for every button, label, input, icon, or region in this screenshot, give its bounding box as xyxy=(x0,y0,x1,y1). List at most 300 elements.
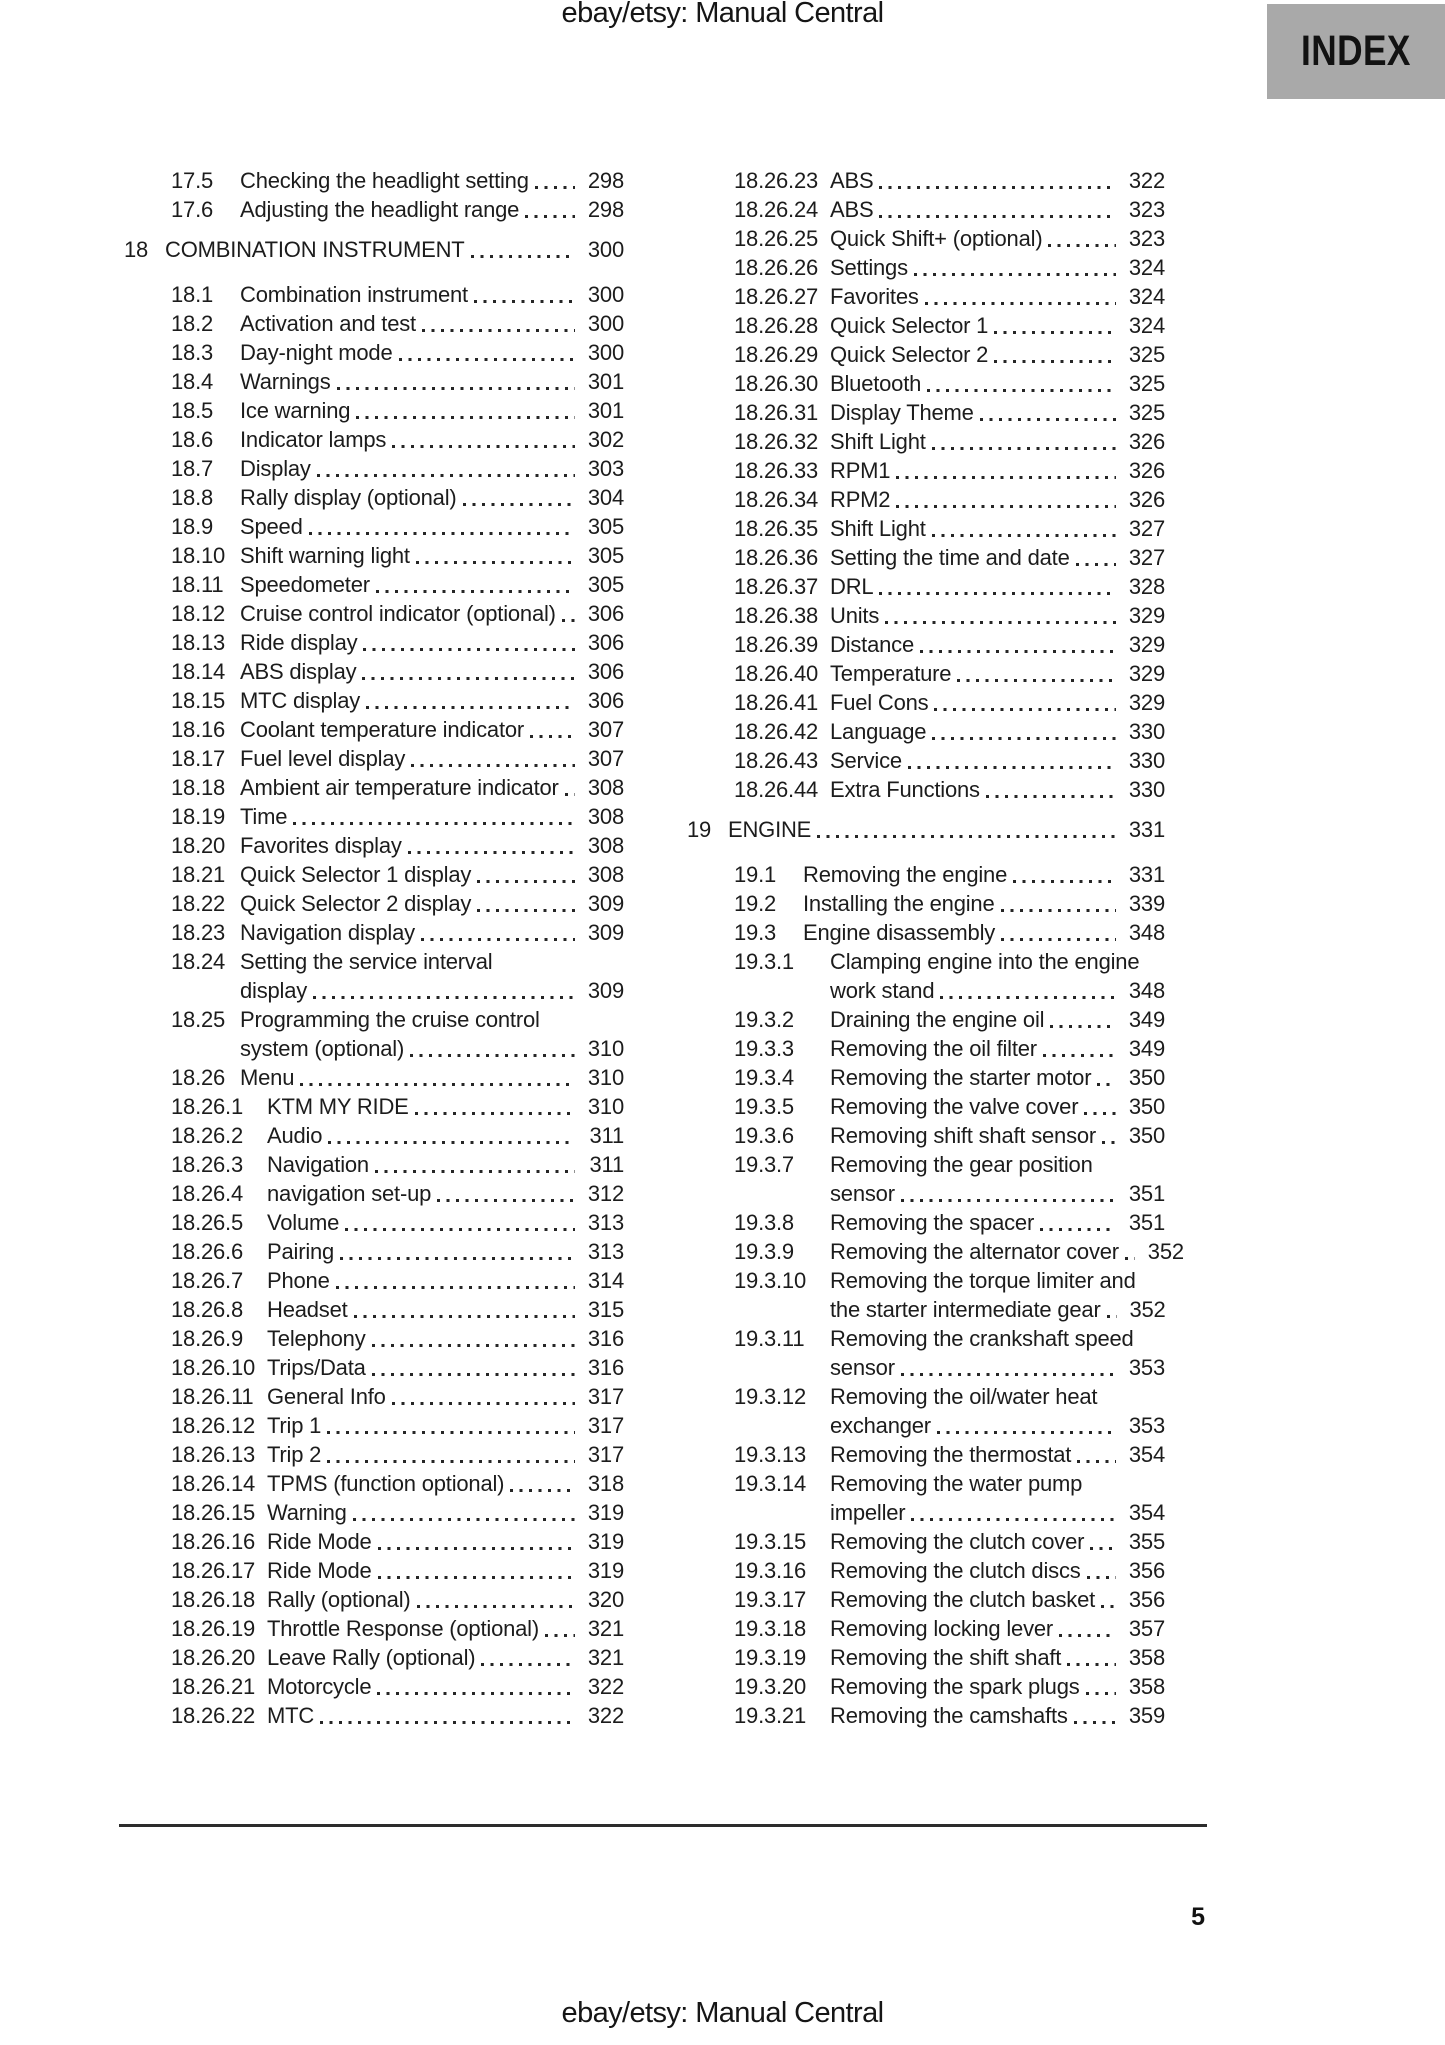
toc-entry-body xyxy=(728,815,1165,844)
toc-entry-title: ABS xyxy=(830,197,874,222)
dotted-leader xyxy=(378,1547,575,1550)
toc-entry-row xyxy=(830,1411,1165,1440)
toc-entry-row xyxy=(267,1324,624,1353)
toc-entry-title: Ride Mode xyxy=(267,1558,372,1583)
toc-entry-title: Shift Light xyxy=(830,516,926,541)
toc-entry-page: 353 xyxy=(1128,1355,1165,1380)
toc-entry xyxy=(124,802,624,831)
toc-entry-page: 321 xyxy=(587,1645,624,1670)
dotted-leader xyxy=(481,1663,575,1666)
dotted-leader xyxy=(934,708,1116,711)
toc-entry-title-line1: Removing the torque limiter and xyxy=(830,1268,1136,1293)
toc-entry-title: Shift warning light xyxy=(240,543,410,568)
toc-entry-page: 330 xyxy=(1128,777,1165,802)
dotted-leader xyxy=(920,650,1116,653)
toc-entry xyxy=(124,1150,624,1179)
toc-entry-page: 308 xyxy=(587,804,624,829)
toc-entry-row xyxy=(830,688,1165,717)
toc-entry-row xyxy=(830,195,1165,224)
toc-entry-title: Removing the valve cover xyxy=(830,1094,1079,1119)
toc-entry-row xyxy=(830,1672,1165,1701)
index-label: INDEX xyxy=(1301,27,1411,75)
toc-entry-body xyxy=(830,1556,1165,1585)
toc-entry xyxy=(124,1092,624,1121)
toc-entry-title: Removing locking lever xyxy=(830,1616,1054,1641)
toc-entry-title: Distance xyxy=(830,632,914,657)
toc-entry-body xyxy=(240,338,624,367)
toc-entry-title: Removing the spark plugs xyxy=(830,1674,1080,1699)
toc-entry-title: Quick Selector 1 display xyxy=(240,862,472,887)
toc-entry-number: 18.26 xyxy=(171,1065,226,1090)
toc-entry xyxy=(687,1150,1165,1208)
toc-entry-row xyxy=(267,1295,624,1324)
toc-entry-row xyxy=(267,1498,624,1527)
toc-entry-title: Time xyxy=(240,804,288,829)
toc-entry xyxy=(124,1382,624,1411)
toc-entry-row xyxy=(803,918,1165,947)
toc-entry-page: 350 xyxy=(1128,1094,1165,1119)
toc-entry-title: Fuel Cons xyxy=(830,690,929,715)
toc-entry-title-line1: Clamping engine into the engine xyxy=(830,949,1140,974)
toc-entry-row xyxy=(267,1469,624,1498)
toc-entry-title: ABS xyxy=(830,168,874,193)
toc-entry-body xyxy=(803,918,1165,947)
toc-entry-body xyxy=(830,947,1165,1005)
toc-entry-row xyxy=(803,889,1165,918)
toc-entry-page: 348 xyxy=(1128,920,1165,945)
toc-entry-row xyxy=(830,659,1165,688)
dotted-leader xyxy=(545,1634,575,1637)
toc-entry-title: Favorites display xyxy=(240,833,402,858)
toc-entry xyxy=(124,1556,624,1585)
toc-entry xyxy=(687,947,1165,1005)
toc-entry-number: 19.3.16 xyxy=(734,1558,807,1583)
toc-entry-title: Removing the camshafts xyxy=(830,1703,1068,1728)
header-title: ebay/etsy: Manual Central xyxy=(561,0,884,29)
toc-entry xyxy=(124,1063,624,1092)
toc-entry-number: 18.26.21 xyxy=(171,1674,256,1699)
toc-entry-number: 19.3.4 xyxy=(734,1065,794,1090)
toc-entry-body xyxy=(267,1179,624,1208)
toc-entry-body xyxy=(830,1527,1165,1556)
dotted-leader xyxy=(377,1692,575,1695)
toc-entry-number: 18.8 xyxy=(171,485,214,510)
toc-entry-number: 18.26.13 xyxy=(171,1442,256,1467)
toc-entry xyxy=(124,338,624,367)
toc-entry xyxy=(687,1063,1165,1092)
toc-entry-body xyxy=(267,1150,624,1179)
toc-entry-number: 19.3.12 xyxy=(734,1384,807,1409)
toc-entry-page: 348 xyxy=(1128,978,1165,1003)
toc-entry-row xyxy=(267,1208,624,1237)
dotted-leader xyxy=(345,1228,575,1231)
toc-entry-body xyxy=(240,831,624,860)
dotted-leader xyxy=(362,677,575,680)
toc-entry-title: Speedometer xyxy=(240,572,370,597)
toc-entry-title: Removing the shift shaft xyxy=(830,1645,1062,1670)
toc-entry-body xyxy=(830,1150,1165,1208)
toc-entry-row xyxy=(830,630,1165,659)
dotted-leader xyxy=(392,445,575,448)
toc-entry-number: 18.26.29 xyxy=(734,342,819,367)
dotted-leader xyxy=(927,389,1116,392)
toc-entry-body xyxy=(830,659,1165,688)
toc-entry xyxy=(124,860,624,889)
toc-entry-row xyxy=(830,976,1165,1005)
toc-entry-number: 18.19 xyxy=(171,804,226,829)
table-of-contents xyxy=(124,166,1184,1730)
toc-entry-body xyxy=(240,715,624,744)
toc-entry-body xyxy=(830,1092,1165,1121)
toc-entry xyxy=(124,1527,624,1556)
dotted-leader xyxy=(1043,1054,1116,1057)
toc-entry-page: 356 xyxy=(1128,1558,1165,1583)
toc-entry-number: 18.22 xyxy=(171,891,226,916)
dotted-leader xyxy=(1050,1025,1116,1028)
dotted-leader xyxy=(477,909,575,912)
toc-entry-body xyxy=(267,1440,624,1469)
toc-entry-page: 314 xyxy=(587,1268,624,1293)
toc-entry-title: Trips/Data xyxy=(267,1355,366,1380)
toc-entry xyxy=(124,918,624,947)
toc-entry-page: 309 xyxy=(587,891,624,916)
toc-entry-page: 329 xyxy=(1128,690,1165,715)
toc-entry-row xyxy=(830,1614,1165,1643)
dotted-leader xyxy=(911,1518,1116,1521)
toc-entry xyxy=(124,425,624,454)
toc-entry xyxy=(687,1672,1165,1701)
toc-entry-page: 310 xyxy=(587,1094,624,1119)
toc-entry-body xyxy=(267,1527,624,1556)
toc-entry xyxy=(124,235,624,264)
dotted-leader xyxy=(940,996,1116,999)
toc-entry-row xyxy=(240,889,624,918)
toc-entry-page: 298 xyxy=(587,197,624,222)
dotted-leader xyxy=(378,1576,575,1579)
toc-entry-title: impeller xyxy=(830,1500,906,1525)
toc-entry-body xyxy=(240,425,624,454)
toc-entry-row xyxy=(728,815,1165,844)
toc-entry-title: MTC xyxy=(267,1703,315,1728)
toc-entry xyxy=(124,1208,624,1237)
toc-entry-title-line1: Setting the service interval xyxy=(240,949,493,974)
dotted-leader xyxy=(422,329,575,332)
toc-entry-number: 18.21 xyxy=(171,862,226,887)
toc-entry-body xyxy=(240,599,624,628)
dotted-leader xyxy=(293,822,575,825)
toc-entry-number: 18.26.18 xyxy=(171,1587,256,1612)
toc-entry xyxy=(687,1527,1165,1556)
toc-entry-title: Removing the clutch discs xyxy=(830,1558,1081,1583)
toc-entry-number: 18.6 xyxy=(171,427,214,452)
dotted-leader xyxy=(817,835,1116,838)
toc-entry-title: Coolant temperature indicator xyxy=(240,717,525,742)
toc-entry-body xyxy=(267,1121,624,1150)
toc-entry-page: 351 xyxy=(1128,1181,1165,1206)
toc-entry-row xyxy=(830,1237,1184,1266)
toc-entry-number: 18.26.12 xyxy=(171,1413,256,1438)
toc-entry-title: Ride display xyxy=(240,630,358,655)
toc-entry-number: 18.26.8 xyxy=(171,1297,244,1322)
toc-entry-row xyxy=(267,1614,624,1643)
dotted-leader xyxy=(885,621,1116,624)
toc-entry-title: Adjusting the headlight range xyxy=(240,197,520,222)
toc-entry-number: 18.25 xyxy=(171,1007,226,1032)
toc-entry-page: 305 xyxy=(587,572,624,597)
toc-entry-number: 19.3 xyxy=(734,920,777,945)
toc-entry-title: Warnings xyxy=(240,369,331,394)
toc-entry-number: 18.24 xyxy=(171,949,226,974)
toc-entry-title: Temperature xyxy=(830,661,952,686)
toc-entry-number: 18.26.38 xyxy=(734,603,819,628)
toc-entry-page: 307 xyxy=(587,717,624,742)
toc-entry-row xyxy=(267,1353,624,1382)
toc-entry-number: 18.26.25 xyxy=(734,226,819,251)
toc-entry-page: 300 xyxy=(587,282,624,307)
toc-entry-number: 18.4 xyxy=(171,369,214,394)
dotted-leader xyxy=(353,1518,575,1521)
toc-entry-number: 19.1 xyxy=(734,862,777,887)
toc-entry xyxy=(124,599,624,628)
toc-entry-number: 18.26.16 xyxy=(171,1529,256,1554)
toc-entry-body xyxy=(803,889,1165,918)
toc-entry-page: 350 xyxy=(1128,1123,1165,1148)
toc-entry-page: 324 xyxy=(1128,313,1165,338)
dotted-leader xyxy=(1059,1634,1116,1637)
dotted-leader xyxy=(327,1460,575,1463)
toc-entry-title: Quick Selector 2 display xyxy=(240,891,472,916)
index-label-box xyxy=(1267,4,1445,99)
toc-entry-page: 328 xyxy=(1128,574,1165,599)
toc-entry-body xyxy=(830,195,1165,224)
toc-entry-row xyxy=(830,311,1165,340)
toc-entry-page: 310 xyxy=(587,1065,624,1090)
toc-entry xyxy=(124,1179,624,1208)
dotted-leader xyxy=(376,590,575,593)
toc-entry-number: 19.3.7 xyxy=(734,1152,794,1177)
toc-entry-row xyxy=(830,340,1165,369)
toc-entry-row xyxy=(830,1092,1165,1121)
toc-entry-title: Quick Selector 2 xyxy=(830,342,989,367)
dotted-leader xyxy=(562,619,575,622)
toc-entry-page: 357 xyxy=(1128,1616,1165,1641)
dotted-leader xyxy=(1040,1228,1116,1231)
dotted-leader xyxy=(914,273,1116,276)
toc-entry-page: 349 xyxy=(1128,1036,1165,1061)
toc-entry-title: Telephony xyxy=(267,1326,366,1351)
toc-entry-body xyxy=(267,1498,624,1527)
toc-entry xyxy=(124,166,624,195)
toc-entry xyxy=(124,831,624,860)
toc-entry-page: 319 xyxy=(587,1558,624,1583)
toc-entry xyxy=(687,1208,1165,1237)
toc-entry-row xyxy=(830,543,1165,572)
toc-entry-body xyxy=(240,889,624,918)
toc-entry-title: Units xyxy=(830,603,880,628)
toc-entry-body xyxy=(830,282,1165,311)
dotted-leader xyxy=(372,1373,575,1376)
toc-entry-page: 354 xyxy=(1128,1442,1165,1467)
toc-entry-number: 18.7 xyxy=(171,456,214,481)
toc-entry xyxy=(687,1701,1165,1730)
toc-entry-title: COMBINATION INSTRUMENT xyxy=(165,237,465,262)
toc-entry xyxy=(687,398,1165,427)
toc-entry-body xyxy=(267,1411,624,1440)
toc-entry-page: 331 xyxy=(1128,817,1165,842)
toc-entry-title: Removing the clutch cover xyxy=(830,1529,1085,1554)
toc-entry-number: 18.26.34 xyxy=(734,487,819,512)
dotted-leader xyxy=(437,1199,575,1202)
toc-entry-row xyxy=(830,601,1165,630)
toc-entry-body xyxy=(267,1382,624,1411)
toc-entry-title: Activation and test xyxy=(240,311,416,336)
toc-entry-title: Draining the engine oil xyxy=(830,1007,1045,1032)
toc-entry-title: Warning xyxy=(267,1500,347,1525)
toc-entry-row xyxy=(830,1034,1165,1063)
toc-entry-row xyxy=(830,775,1165,804)
toc-entry xyxy=(687,572,1165,601)
toc-entry-page: 300 xyxy=(587,311,624,336)
toc-entry-page: 322 xyxy=(1128,168,1165,193)
toc-entry-title: Language xyxy=(830,719,927,744)
toc-entry-title: Quick Shift+ (optional) xyxy=(830,226,1043,251)
toc-entry-page: 323 xyxy=(1128,226,1165,251)
toc-entry-body xyxy=(830,1237,1184,1266)
toc-entry-title: KTM MY RIDE xyxy=(267,1094,409,1119)
toc-entry xyxy=(687,1266,1165,1324)
toc-entry xyxy=(687,775,1165,804)
toc-entry-number: 19.3.8 xyxy=(734,1210,794,1235)
toc-entry-page: 349 xyxy=(1128,1007,1165,1032)
toc-entry-title: Pairing xyxy=(267,1239,335,1264)
dotted-leader xyxy=(1086,1692,1116,1695)
toc-entry-number: 19.3.13 xyxy=(734,1442,807,1467)
dotted-leader xyxy=(363,648,575,651)
dotted-leader xyxy=(1102,1141,1116,1144)
toc-entry-number: 18 xyxy=(124,237,149,262)
toc-entry-body xyxy=(830,630,1165,659)
toc-entry-row xyxy=(240,831,624,860)
toc-entry-number: 18.14 xyxy=(171,659,226,684)
toc-entry-number: 18.26.19 xyxy=(171,1616,256,1641)
dotted-leader xyxy=(908,766,1116,769)
toc-entry-page: 325 xyxy=(1128,400,1165,425)
dotted-leader xyxy=(901,1373,1116,1376)
toc-entry-row xyxy=(240,166,624,195)
toc-entry-title: Day-night mode xyxy=(240,340,393,365)
toc-entry-row xyxy=(240,744,624,773)
toc-entry xyxy=(124,396,624,425)
toc-entry-title: the starter intermediate gear xyxy=(830,1297,1101,1322)
toc-entry xyxy=(687,195,1165,224)
toc-entry-body xyxy=(240,657,624,686)
toc-column-right xyxy=(687,166,1184,1730)
toc-entry-number: 18.26.6 xyxy=(171,1239,244,1264)
toc-entry-number: 19.2 xyxy=(734,891,777,916)
toc-entry-page: 304 xyxy=(587,485,624,510)
toc-entry-row xyxy=(830,746,1165,775)
dotted-leader xyxy=(471,255,575,258)
toc-entry-body xyxy=(830,746,1165,775)
toc-entry-row xyxy=(830,1121,1165,1150)
toc-entry-title: Removing the thermostat xyxy=(830,1442,1072,1467)
toc-entry-row xyxy=(830,369,1165,398)
toc-entry-number: 18.26.11 xyxy=(171,1384,254,1409)
toc-entry-title: Headset xyxy=(267,1297,348,1322)
toc-entry-title: Combination instrument xyxy=(240,282,468,307)
toc-entry-title: Ride Mode xyxy=(267,1529,372,1554)
toc-entry-body xyxy=(830,1121,1165,1150)
toc-entry-row xyxy=(240,860,624,889)
toc-entry-page: 324 xyxy=(1128,284,1165,309)
toc-entry-body xyxy=(267,1643,624,1672)
toc-entry-title: Service xyxy=(830,748,902,773)
toc-entry-row xyxy=(240,976,624,1005)
toc-entry-number: 18.26.30 xyxy=(734,371,819,396)
toc-entry-number: 19.3.5 xyxy=(734,1094,794,1119)
toc-entry-body xyxy=(240,686,624,715)
toc-entry-title: Navigation display xyxy=(240,920,415,945)
toc-entry-body xyxy=(267,1295,624,1324)
toc-entry-page: 330 xyxy=(1128,719,1165,744)
toc-entry-title: Removing shift shaft sensor xyxy=(830,1123,1097,1148)
toc-entry xyxy=(687,1440,1165,1469)
toc-entry-title: Display xyxy=(240,456,311,481)
toc-entry-row xyxy=(240,367,624,396)
toc-entry-title: Favorites xyxy=(830,284,919,309)
toc-entry-row xyxy=(267,1237,624,1266)
dotted-leader xyxy=(1013,880,1116,883)
toc-entry-title: sensor xyxy=(830,1181,895,1206)
toc-entry-page: 358 xyxy=(1128,1674,1165,1699)
dotted-leader xyxy=(925,302,1116,305)
toc-entry xyxy=(124,367,624,396)
toc-entry-title: Volume xyxy=(267,1210,340,1235)
toc-entry-row xyxy=(267,1266,624,1295)
toc-entry-number: 18.17 xyxy=(171,746,226,771)
dotted-leader xyxy=(1048,244,1116,247)
dotted-leader xyxy=(901,1199,1116,1202)
toc-entry-page: 308 xyxy=(587,775,624,800)
toc-entry-page: 309 xyxy=(587,978,624,1003)
dotted-leader xyxy=(411,764,575,767)
toc-entry-number: 19.3.11 xyxy=(734,1326,805,1351)
dotted-leader xyxy=(1067,1663,1116,1666)
toc-entry-row xyxy=(267,1585,624,1614)
toc-entry-number: 18.26.4 xyxy=(171,1181,244,1206)
toc-entry xyxy=(124,657,624,686)
toc-entry xyxy=(687,746,1165,775)
toc-entry-row xyxy=(165,235,624,264)
toc-entry-page: 308 xyxy=(587,833,624,858)
toc-entry-number: 18.26.42 xyxy=(734,719,819,744)
toc-entry-number: 19.3.14 xyxy=(734,1471,807,1496)
dotted-leader xyxy=(408,851,575,854)
dotted-leader xyxy=(1125,1257,1135,1260)
dotted-leader xyxy=(320,1721,575,1724)
toc-entry-number: 19.3.9 xyxy=(734,1239,794,1264)
dotted-leader xyxy=(309,532,575,535)
toc-entry-row xyxy=(830,717,1165,746)
toc-entry-number: 18.26.26 xyxy=(734,255,819,280)
toc-entry-row xyxy=(240,918,624,947)
dotted-leader xyxy=(994,331,1116,334)
toc-entry-title: DRL xyxy=(830,574,874,599)
toc-entry-row xyxy=(267,1150,624,1179)
toc-entry-page: 305 xyxy=(587,543,624,568)
toc-entry-number: 18.26.39 xyxy=(734,632,819,657)
toc-entry xyxy=(124,280,624,309)
